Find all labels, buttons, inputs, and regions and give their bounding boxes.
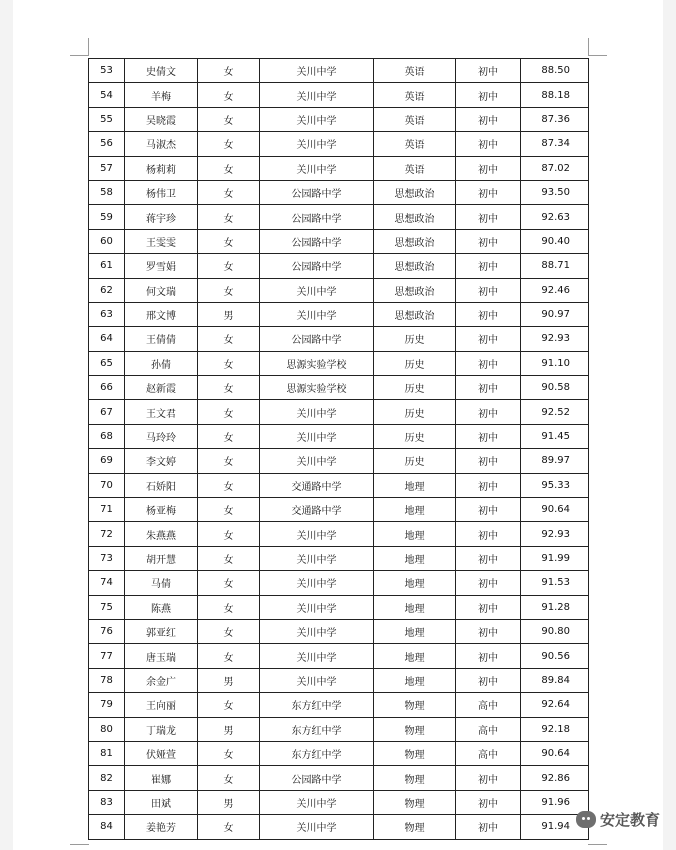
level-cell: 初中 <box>456 156 521 180</box>
gender-cell: 男 <box>198 668 260 692</box>
subject-cell: 思想政治 <box>374 302 456 326</box>
gender-cell: 女 <box>198 693 260 717</box>
table-row <box>89 59 589 83</box>
level-cell: 初中 <box>456 790 521 814</box>
table-row <box>89 473 589 497</box>
table-row <box>89 815 589 839</box>
gender-cell: 女 <box>198 59 260 83</box>
school-cell: 交通路中学 <box>260 498 374 522</box>
row-number-cell: 79 <box>89 693 125 717</box>
score-cell: 88.50 <box>521 59 589 83</box>
row-number-cell: 65 <box>89 351 125 375</box>
table-row <box>89 693 589 717</box>
name-cell: 姜艳芳 <box>125 815 198 839</box>
table-row <box>89 424 589 448</box>
score-cell: 90.56 <box>521 644 589 668</box>
school-cell: 关川中学 <box>260 644 374 668</box>
row-number-cell: 67 <box>89 400 125 424</box>
level-cell: 高中 <box>456 741 521 765</box>
gender-cell: 男 <box>198 302 260 326</box>
level-cell: 初中 <box>456 302 521 326</box>
gender-cell: 女 <box>198 107 260 131</box>
table-row <box>89 278 589 302</box>
name-cell: 马淑杰 <box>125 132 198 156</box>
name-cell: 马倩 <box>125 571 198 595</box>
level-cell: 初中 <box>456 473 521 497</box>
score-cell: 91.10 <box>521 351 589 375</box>
name-cell: 杨莉莉 <box>125 156 198 180</box>
row-number-cell: 64 <box>89 327 125 351</box>
name-cell: 孙倩 <box>125 351 198 375</box>
row-number-cell: 82 <box>89 766 125 790</box>
name-cell: 羊梅 <box>125 83 198 107</box>
score-cell: 93.50 <box>521 180 589 204</box>
name-cell: 邢文博 <box>125 302 198 326</box>
gender-cell: 女 <box>198 815 260 839</box>
row-number-cell: 53 <box>89 59 125 83</box>
subject-cell: 思想政治 <box>374 180 456 204</box>
name-cell: 郭亚红 <box>125 619 198 643</box>
school-cell: 公园路中学 <box>260 229 374 253</box>
gender-cell: 女 <box>198 498 260 522</box>
gender-cell: 女 <box>198 156 260 180</box>
name-cell: 唐玉瑞 <box>125 644 198 668</box>
table-row <box>89 522 589 546</box>
subject-cell: 物理 <box>374 766 456 790</box>
school-cell: 思源实验学校 <box>260 376 374 400</box>
subject-cell: 历史 <box>374 327 456 351</box>
score-cell: 90.80 <box>521 619 589 643</box>
score-cell: 89.84 <box>521 668 589 692</box>
row-number-cell: 54 <box>89 83 125 107</box>
school-cell: 关川中学 <box>260 815 374 839</box>
subject-cell: 地理 <box>374 644 456 668</box>
score-cell: 92.64 <box>521 693 589 717</box>
gender-cell: 女 <box>198 83 260 107</box>
score-cell: 91.99 <box>521 546 589 570</box>
school-cell: 公园路中学 <box>260 180 374 204</box>
score-cell: 91.28 <box>521 595 589 619</box>
crop-mark-bottom-left-horizontal <box>70 844 89 845</box>
school-cell: 东方红中学 <box>260 693 374 717</box>
name-cell: 石娇阳 <box>125 473 198 497</box>
school-cell: 关川中学 <box>260 424 374 448</box>
subject-cell: 英语 <box>374 156 456 180</box>
score-cell: 87.36 <box>521 107 589 131</box>
table-row <box>89 717 589 741</box>
name-cell: 史倩文 <box>125 59 198 83</box>
crop-mark-bottom-right-horizontal <box>588 844 607 845</box>
subject-cell: 物理 <box>374 790 456 814</box>
level-cell: 初中 <box>456 205 521 229</box>
subject-cell: 思想政治 <box>374 229 456 253</box>
row-number-cell: 60 <box>89 229 125 253</box>
subject-cell: 英语 <box>374 132 456 156</box>
gender-cell: 女 <box>198 229 260 253</box>
gender-cell: 女 <box>198 741 260 765</box>
row-number-cell: 74 <box>89 571 125 595</box>
table-row <box>89 766 589 790</box>
subject-cell: 地理 <box>374 546 456 570</box>
school-cell: 关川中学 <box>260 449 374 473</box>
subject-cell: 物理 <box>374 717 456 741</box>
gender-cell: 女 <box>198 351 260 375</box>
gender-cell: 女 <box>198 619 260 643</box>
name-cell: 蒋宇珍 <box>125 205 198 229</box>
level-cell: 初中 <box>456 424 521 448</box>
level-cell: 初中 <box>456 449 521 473</box>
school-cell: 关川中学 <box>260 278 374 302</box>
row-number-cell: 69 <box>89 449 125 473</box>
row-number-cell: 59 <box>89 205 125 229</box>
level-cell: 初中 <box>456 595 521 619</box>
score-cell: 91.53 <box>521 571 589 595</box>
gender-cell: 女 <box>198 132 260 156</box>
score-cell: 90.64 <box>521 741 589 765</box>
school-cell: 公园路中学 <box>260 254 374 278</box>
table-row <box>89 571 589 595</box>
gender-cell: 女 <box>198 546 260 570</box>
score-cell: 87.34 <box>521 132 589 156</box>
score-cell: 90.58 <box>521 376 589 400</box>
name-cell: 马玲玲 <box>125 424 198 448</box>
level-cell: 初中 <box>456 229 521 253</box>
table-row <box>89 351 589 375</box>
gender-cell: 女 <box>198 327 260 351</box>
score-cell: 87.02 <box>521 156 589 180</box>
row-number-cell: 62 <box>89 278 125 302</box>
school-cell: 关川中学 <box>260 595 374 619</box>
name-cell: 崔娜 <box>125 766 198 790</box>
subject-cell: 思想政治 <box>374 205 456 229</box>
watermark <box>576 809 660 830</box>
score-cell: 91.94 <box>521 815 589 839</box>
score-cell: 92.63 <box>521 205 589 229</box>
level-cell: 初中 <box>456 644 521 668</box>
table-row <box>89 790 589 814</box>
crop-mark-top-right-horizontal <box>588 55 607 56</box>
row-number-cell: 84 <box>89 815 125 839</box>
name-cell: 何文瑞 <box>125 278 198 302</box>
name-cell: 王向丽 <box>125 693 198 717</box>
subject-cell: 地理 <box>374 522 456 546</box>
table-row <box>89 107 589 131</box>
table-row <box>89 254 589 278</box>
row-number-cell: 61 <box>89 254 125 278</box>
row-number-cell: 76 <box>89 619 125 643</box>
table-row <box>89 302 589 326</box>
gender-cell: 女 <box>198 400 260 424</box>
level-cell: 初中 <box>456 327 521 351</box>
level-cell: 高中 <box>456 693 521 717</box>
score-cell: 88.18 <box>521 83 589 107</box>
level-cell: 初中 <box>456 351 521 375</box>
school-cell: 关川中学 <box>260 83 374 107</box>
subject-cell: 地理 <box>374 595 456 619</box>
row-number-cell: 55 <box>89 107 125 131</box>
score-table <box>88 58 589 840</box>
table-row <box>89 229 589 253</box>
crop-mark-top-left-vertical <box>88 38 89 56</box>
level-cell: 初中 <box>456 498 521 522</box>
subject-cell: 历史 <box>374 351 456 375</box>
row-number-cell: 78 <box>89 668 125 692</box>
school-cell: 关川中学 <box>260 790 374 814</box>
school-cell: 思源实验学校 <box>260 351 374 375</box>
table-row <box>89 376 589 400</box>
table-row <box>89 741 589 765</box>
table-row <box>89 156 589 180</box>
name-cell: 李文婷 <box>125 449 198 473</box>
level-cell: 初中 <box>456 668 521 692</box>
score-cell: 92.52 <box>521 400 589 424</box>
school-cell: 关川中学 <box>260 107 374 131</box>
row-number-cell: 77 <box>89 644 125 668</box>
level-cell: 初中 <box>456 571 521 595</box>
school-cell: 关川中学 <box>260 619 374 643</box>
subject-cell: 地理 <box>374 571 456 595</box>
row-number-cell: 66 <box>89 376 125 400</box>
level-cell: 高中 <box>456 717 521 741</box>
level-cell: 初中 <box>456 400 521 424</box>
gender-cell: 女 <box>198 278 260 302</box>
school-cell: 公园路中学 <box>260 766 374 790</box>
table-row <box>89 180 589 204</box>
subject-cell: 物理 <box>374 815 456 839</box>
level-cell: 初中 <box>456 254 521 278</box>
level-cell: 初中 <box>456 815 521 839</box>
score-cell: 92.18 <box>521 717 589 741</box>
table-body <box>89 59 589 840</box>
name-cell: 吴晓霞 <box>125 107 198 131</box>
table-row <box>89 595 589 619</box>
score-cell: 89.97 <box>521 449 589 473</box>
school-cell: 关川中学 <box>260 571 374 595</box>
row-number-cell: 83 <box>89 790 125 814</box>
table-row <box>89 546 589 570</box>
name-cell: 胡开慧 <box>125 546 198 570</box>
gender-cell: 女 <box>198 376 260 400</box>
name-cell: 罗雪娟 <box>125 254 198 278</box>
subject-cell: 地理 <box>374 619 456 643</box>
name-cell: 朱燕燕 <box>125 522 198 546</box>
subject-cell: 地理 <box>374 498 456 522</box>
crop-mark-top-right-vertical <box>588 38 589 56</box>
school-cell: 关川中学 <box>260 132 374 156</box>
gender-cell: 女 <box>198 473 260 497</box>
name-cell: 陈燕 <box>125 595 198 619</box>
table-row <box>89 498 589 522</box>
table-row <box>89 205 589 229</box>
row-number-cell: 71 <box>89 498 125 522</box>
name-cell: 伏娅萱 <box>125 741 198 765</box>
score-cell: 92.86 <box>521 766 589 790</box>
table-row <box>89 327 589 351</box>
score-cell: 90.97 <box>521 302 589 326</box>
row-number-cell: 57 <box>89 156 125 180</box>
table-row <box>89 132 589 156</box>
row-number-cell: 63 <box>89 302 125 326</box>
school-cell: 关川中学 <box>260 522 374 546</box>
gender-cell: 女 <box>198 180 260 204</box>
table-row <box>89 668 589 692</box>
name-cell: 王雯雯 <box>125 229 198 253</box>
crop-mark-top-left-horizontal <box>70 55 89 56</box>
level-cell: 初中 <box>456 107 521 131</box>
school-cell: 东方红中学 <box>260 717 374 741</box>
subject-cell: 历史 <box>374 400 456 424</box>
school-cell: 关川中学 <box>260 302 374 326</box>
row-number-cell: 73 <box>89 546 125 570</box>
gender-cell: 女 <box>198 449 260 473</box>
gender-cell: 男 <box>198 790 260 814</box>
name-cell: 田斌 <box>125 790 198 814</box>
level-cell: 初中 <box>456 766 521 790</box>
table-row <box>89 400 589 424</box>
school-cell: 东方红中学 <box>260 741 374 765</box>
gender-cell: 女 <box>198 205 260 229</box>
subject-cell: 思想政治 <box>374 254 456 278</box>
score-cell: 91.45 <box>521 424 589 448</box>
school-cell: 关川中学 <box>260 400 374 424</box>
level-cell: 初中 <box>456 546 521 570</box>
subject-cell: 历史 <box>374 424 456 448</box>
subject-cell: 历史 <box>374 449 456 473</box>
wechat-icon <box>576 811 596 828</box>
name-cell: 王文君 <box>125 400 198 424</box>
school-cell: 公园路中学 <box>260 205 374 229</box>
subject-cell: 物理 <box>374 741 456 765</box>
subject-cell: 思想政治 <box>374 278 456 302</box>
gender-cell: 女 <box>198 595 260 619</box>
name-cell: 丁瑞龙 <box>125 717 198 741</box>
gender-cell: 女 <box>198 424 260 448</box>
level-cell: 初中 <box>456 180 521 204</box>
score-cell: 92.93 <box>521 522 589 546</box>
table-row <box>89 449 589 473</box>
score-cell: 92.93 <box>521 327 589 351</box>
level-cell: 初中 <box>456 83 521 107</box>
school-cell: 关川中学 <box>260 668 374 692</box>
level-cell: 初中 <box>456 59 521 83</box>
level-cell: 初中 <box>456 376 521 400</box>
score-cell: 92.46 <box>521 278 589 302</box>
subject-cell: 地理 <box>374 668 456 692</box>
name-cell: 余金广 <box>125 668 198 692</box>
table-row <box>89 83 589 107</box>
row-number-cell: 72 <box>89 522 125 546</box>
gender-cell: 女 <box>198 522 260 546</box>
level-cell: 初中 <box>456 132 521 156</box>
gender-cell: 女 <box>198 571 260 595</box>
table-row <box>89 619 589 643</box>
score-cell: 95.33 <box>521 473 589 497</box>
level-cell: 初中 <box>456 522 521 546</box>
school-cell: 交通路中学 <box>260 473 374 497</box>
row-number-cell: 81 <box>89 741 125 765</box>
table-row <box>89 644 589 668</box>
subject-cell: 英语 <box>374 83 456 107</box>
school-cell: 关川中学 <box>260 59 374 83</box>
row-number-cell: 80 <box>89 717 125 741</box>
gender-cell: 女 <box>198 254 260 278</box>
name-cell: 杨伟卫 <box>125 180 198 204</box>
gender-cell: 女 <box>198 644 260 668</box>
subject-cell: 物理 <box>374 693 456 717</box>
subject-cell: 历史 <box>374 376 456 400</box>
score-cell: 90.64 <box>521 498 589 522</box>
level-cell: 初中 <box>456 619 521 643</box>
level-cell: 初中 <box>456 278 521 302</box>
school-cell: 关川中学 <box>260 156 374 180</box>
subject-cell: 英语 <box>374 59 456 83</box>
subject-cell: 地理 <box>374 473 456 497</box>
score-cell: 91.96 <box>521 790 589 814</box>
score-cell: 88.71 <box>521 254 589 278</box>
watermark-text: 安定教育 <box>599 811 660 829</box>
row-number-cell: 58 <box>89 180 125 204</box>
row-number-cell: 70 <box>89 473 125 497</box>
subject-cell: 英语 <box>374 107 456 131</box>
row-number-cell: 75 <box>89 595 125 619</box>
gender-cell: 男 <box>198 717 260 741</box>
row-number-cell: 68 <box>89 424 125 448</box>
row-number-cell: 56 <box>89 132 125 156</box>
name-cell: 王倩倩 <box>125 327 198 351</box>
score-cell: 90.40 <box>521 229 589 253</box>
name-cell: 杨亚梅 <box>125 498 198 522</box>
school-cell: 公园路中学 <box>260 327 374 351</box>
school-cell: 关川中学 <box>260 546 374 570</box>
name-cell: 赵新霞 <box>125 376 198 400</box>
gender-cell: 女 <box>198 766 260 790</box>
